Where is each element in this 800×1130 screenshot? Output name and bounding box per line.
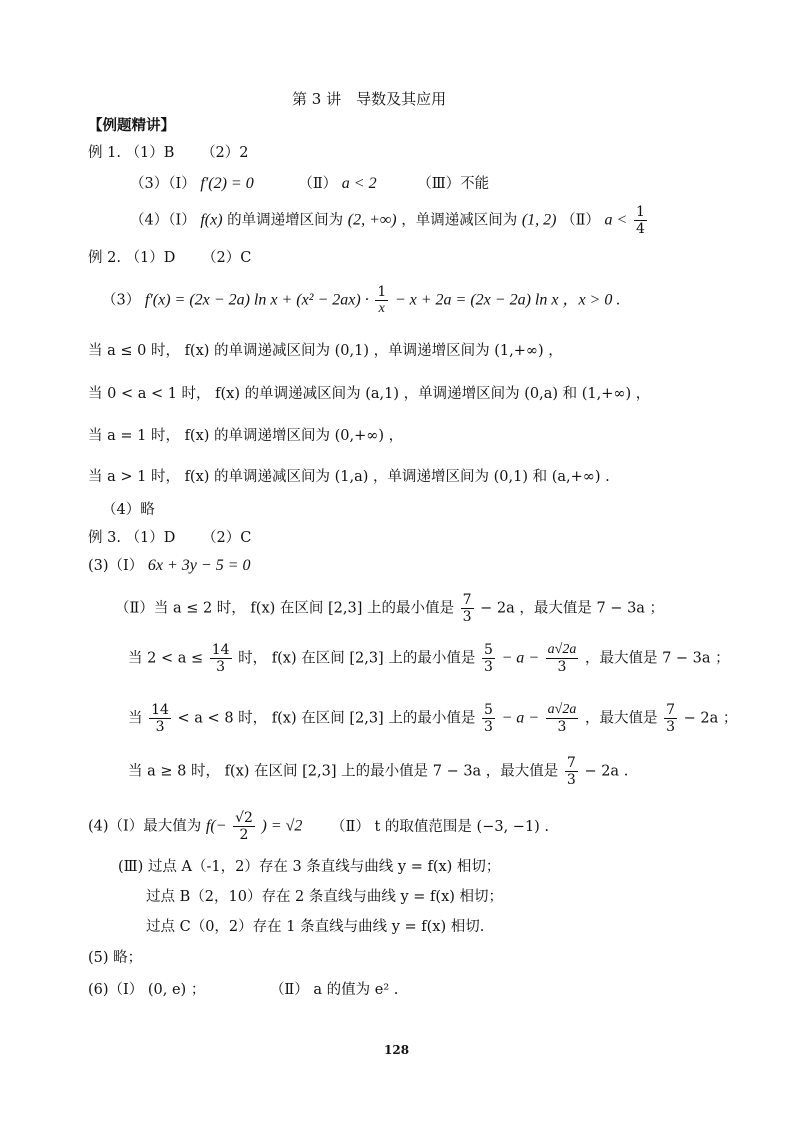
range-text: 当 2 < a ≤ <box>128 650 204 667</box>
ex3-part3-label: (3)（Ⅰ） <box>88 558 144 574</box>
ex1-part4-ii-math: a < <box>604 211 628 229</box>
ex1-part4-label: （4）（Ⅰ） <box>130 212 196 229</box>
range-fraction <box>149 702 171 735</box>
ex3-part6 <box>88 982 398 999</box>
frac-num: 7 <box>462 592 472 608</box>
frac-num: 5 <box>483 702 493 718</box>
range-text: （Ⅱ）当 a ≤ 2 时， f(x) 在区间 [2,3] 上的最小值是 <box>115 600 454 617</box>
range-fraction <box>461 592 474 625</box>
part4-label: (4)（Ⅰ）最大值为 <box>88 818 202 835</box>
ex2-line2 <box>102 284 620 317</box>
ex1-part4-text1: 的单调递增区间为 <box>227 212 344 229</box>
range-fraction-3 <box>546 702 579 735</box>
ex3-tangent-b: 过点 B（2，10）存在 2 条直线与曲线 y = f(x) 相切； <box>146 889 504 905</box>
ex2-derivative-a: f′(x) = (2x − 2a) ln x + (x² − 2ax) · <box>144 291 369 309</box>
ex3-answer-2: （2）C <box>202 530 252 546</box>
ex2-case-3: 当 a = 1 时， f(x) 的单调递增区间为 (0,+∞) ， <box>88 428 404 444</box>
ex1-line1 <box>88 145 249 162</box>
frac-den: 3 <box>557 659 567 676</box>
part4-eq: ) = √2 <box>261 817 303 835</box>
range-text-end: − 2a ，最大值是 7 − 3a ； <box>480 600 665 617</box>
range-text-mid: < a < 8 时， f(x) 在区间 [2,3] 上的最小值是 <box>177 710 476 727</box>
frac-den: 3 <box>566 772 576 789</box>
range-minus: − a − <box>501 649 540 667</box>
range-text: 当 a ≥ 8 时， f(x) 在区间 [2,3] 上的最小值是 7 − 3a ，最大值是 <box>128 763 559 780</box>
ex1-answer-2: （2）2 <box>201 145 249 161</box>
section-heading: 【例题精讲】 <box>88 117 175 134</box>
range-text-mid: 时， f(x) 在区间 [2,3] 上的最小值是 <box>238 650 476 667</box>
ex1-part3-label: （3）（Ⅰ） <box>130 176 196 192</box>
ex2-part3-label: （3） <box>102 292 141 309</box>
part6-i: (6)（Ⅰ） (0, e) ； <box>88 982 206 998</box>
ex1-part3-math: f′(2) = 0 <box>200 175 254 192</box>
frac-den: 3 <box>557 719 567 736</box>
frac-den: 3 <box>483 719 493 736</box>
ex1-part4-int1: (2, +∞) <box>347 211 397 229</box>
ex2-case-1: 当 a ≤ 0 时， f(x) 的单调递减区间为 (0,1) ，单调递增区间为 (1,+∞) ， <box>88 343 563 359</box>
range-text: 当 <box>128 710 143 727</box>
page-number: 128 <box>384 1043 410 1057</box>
ex3-tangent-a: (Ⅲ) 过点 A（-1，2）存在 3 条直线与曲线 y = f(x) 相切； <box>118 859 501 875</box>
frac-num: 5 <box>483 642 493 658</box>
ex1-fraction <box>634 204 647 237</box>
ex1-line2 <box>130 174 489 193</box>
page-title: 第 3 讲 导数及其应用 <box>292 90 447 108</box>
ex3-range-3 <box>128 702 737 735</box>
part4-fraction <box>233 810 255 843</box>
range-fraction-2 <box>482 642 495 675</box>
ex3-part5: (5) 略； <box>88 950 143 966</box>
frac-den: 4 <box>635 221 645 238</box>
ex1-answer-1: （1）B <box>125 145 175 161</box>
ex3-tangent-c: 过点 C（0，2）存在 1 条直线与曲线 y = f(x) 相切. <box>146 919 485 935</box>
frac-num: 7 <box>666 702 675 718</box>
ex2-answer-2: （2）C <box>202 250 252 266</box>
ex3-range-2 <box>128 642 730 675</box>
range-tail: − 2a ； <box>683 710 738 727</box>
ex3-line1 <box>88 530 251 547</box>
frac-den: 3 <box>216 659 226 676</box>
frac-den: 3 <box>462 609 472 626</box>
frac-num: 1 <box>635 204 645 220</box>
frac-den: 2 <box>239 827 249 844</box>
range-fraction <box>565 755 578 788</box>
range-fraction-3 <box>546 642 579 675</box>
frac-num: 1 <box>377 284 387 300</box>
ex3-range-4 <box>128 755 628 788</box>
ex2-case-4: 当 a > 1 时， f(x) 的单调递减区间为 (1,a) ，单调递增区间为 (0,1) 和 (a,+∞) . <box>88 469 610 485</box>
range-text-end: ，最大值是 7 − 3a ； <box>584 650 730 667</box>
ex1-part4-int2: (1, 2) <box>521 211 557 229</box>
ex2-line1 <box>88 250 251 267</box>
ex2-answer-1: （1）D <box>125 250 176 266</box>
ex3-line2 <box>88 556 250 575</box>
ex3-range-1 <box>115 592 664 625</box>
ex1-part4-ii-label: （Ⅱ） <box>561 212 600 229</box>
frac-num: a√2a <box>546 642 579 659</box>
ex1-part3-ii-label: （Ⅱ） <box>298 176 338 192</box>
ex3-answer-1: （1）D <box>125 530 176 546</box>
frac-num: a√2a <box>546 702 579 719</box>
frac-den: 3 <box>155 719 165 736</box>
range-minus: − a − <box>501 709 540 727</box>
frac-den: 3 <box>483 659 493 676</box>
ex1-part3-iii: （Ⅲ）不能 <box>417 176 490 192</box>
range-tail: − 2a . <box>584 763 629 780</box>
ex2-fraction <box>375 284 388 317</box>
range-text-end: ，最大值是 <box>584 710 658 727</box>
frac-den: x <box>378 301 385 317</box>
ex1-label: 例 1. <box>88 145 121 161</box>
part6-ii: （Ⅱ） a 的值为 e² . <box>269 982 399 998</box>
range-fraction <box>210 642 232 675</box>
ex2-label: 例 2. <box>88 250 121 266</box>
ex1-part4-f: f(x) <box>200 211 223 229</box>
ex2-derivative-b: − x + 2a = (2x − 2a) ln x ，x > 0 . <box>394 291 621 309</box>
frac-num: √2 <box>235 810 253 826</box>
part4-ii: （Ⅱ） t 的取值范围是 (−3, −1) . <box>331 818 550 835</box>
range-fraction-4 <box>664 702 677 735</box>
frac-num: 7 <box>566 755 576 771</box>
frac-num: 14 <box>151 702 169 718</box>
ex1-part4-text2: ，单调递减区间为 <box>401 212 518 229</box>
ex3-part4 <box>88 810 549 843</box>
ex1-line3 <box>130 204 649 237</box>
frac-num: 14 <box>211 642 230 658</box>
ex3-tangent-line: 6x + 3y − 5 = 0 <box>147 557 251 574</box>
range-fraction-2 <box>482 702 495 735</box>
ex2-part4: （4）略 <box>102 502 155 518</box>
ex1-part3-ii-math: a < 2 <box>341 175 377 192</box>
ex3-label: 例 3. <box>88 530 121 546</box>
ex2-case-2: 当 0 < a < 1 时， f(x) 的单调递减区间为 (a,1) ，单调递增区间为 (0,a) 和 (1,+∞) ， <box>88 386 651 402</box>
part4-f: f(− <box>205 817 227 835</box>
frac-den: 3 <box>666 719 675 736</box>
